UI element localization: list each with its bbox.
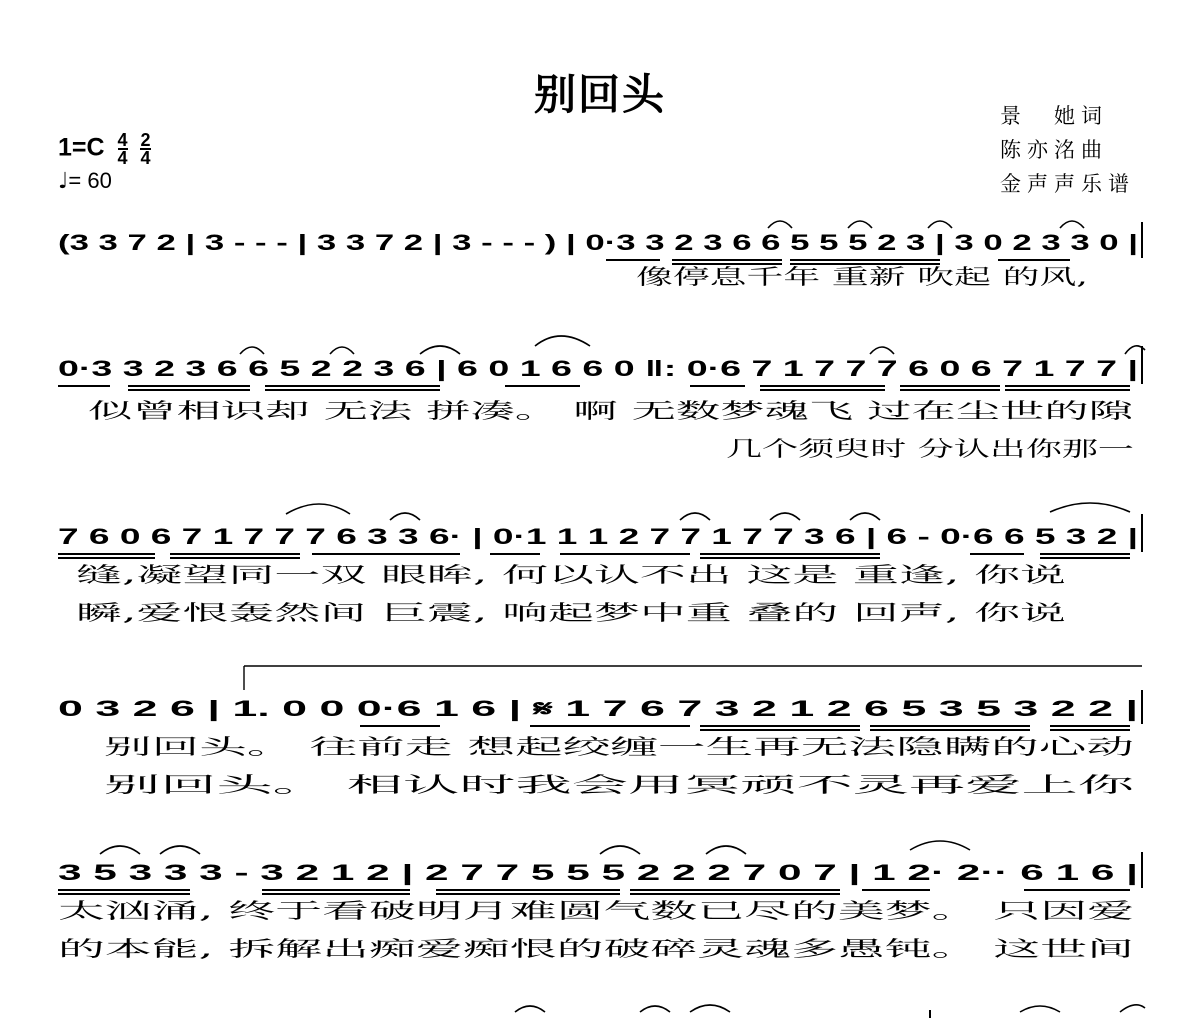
lyric-line: 太汹涌, 终于看破明月难圆气数已尽的美梦。 只因爱 — [58, 899, 1134, 923]
music-row-2 — [58, 336, 1145, 461]
tempo-value: = 60 — [68, 168, 112, 193]
notation-text: (3 3 7 2 | 3 - - - | 3 3 7 2 | 3 - - - ) | 0·3 3 2 3 6 6 5 5 5 2 3 | 3 0 2 3 3 0 | — [58, 230, 1138, 255]
lyricist-credit: 景 她词 — [1000, 104, 1108, 128]
lyric-line: 几个须臾时 分认出你那一 — [726, 437, 1134, 461]
lyric-line: 似曾相识却 无法 拼凑。 啊 无数梦魂飞 过在尘世的隙 — [88, 399, 1136, 423]
lyric-line: 瞬,爱恨轰然间 巨震, 响起梦中重 叠的 回声, 你说 — [76, 601, 1066, 625]
music-row-4 — [58, 666, 1142, 797]
music-row-5 — [58, 841, 1142, 961]
time-sig-bottom: 4 — [117, 148, 128, 168]
music-row-1 — [58, 221, 1142, 289]
quarter-note-icon: ♩ — [58, 169, 69, 194]
time-sig-top: 4 — [117, 130, 128, 150]
key-label: 1=C — [58, 133, 105, 162]
composer-credit: 陈亦洺曲 — [1000, 138, 1108, 162]
time-sig-bottom: 4 — [140, 148, 151, 168]
lyric-line: 像停息千年 重新 吹起 的风, — [636, 265, 1088, 289]
transcriber-credit: 金声声乐谱 — [1000, 172, 1135, 196]
notation-text: 0 3 2 6 | 1. 0 0 0·6 1 6 | 𝄋 1 7 6 7 3 2 1 2 6 5 3 5 3 2 2 | — [58, 696, 1138, 721]
notation-text: 0·3 3 2 3 6 6 5 2 2 3 6 | 6 0 1 6 6 0 ‖: 0·6 7 1 7 7 7 6 0 6 7 1 7 7 | — [58, 356, 1138, 381]
lyric-line: 别回头。 往前走 想起绞缠一生再无法隐瞒的心动 — [104, 735, 1134, 759]
lyric-line: 的本能, 拆解出痴爱痴恨的破碎灵魂多愚钝。 这世间 — [58, 937, 1134, 961]
notation-text: 3 5 3 3 3 - 3 2 1 2 | 2 7 7 5 5 5 2 2 2 7 0 7 | 1 2· 2·· 6 1 6 | — [58, 860, 1138, 885]
music-row-6-partial — [515, 1005, 1145, 1018]
music-row-3 — [58, 503, 1142, 625]
lyric-line: 别回头。 相认时我会用冥顽不灵再爱上你 — [104, 773, 1137, 797]
lyric-line: 缝,凝望同一双 眼眸, 何以认不出 这是 重逢, 你说 — [76, 563, 1066, 587]
notation-text: 7 6 0 6 7 1 7 7 7 6 3 3 6· | 0·1 1 1 2 7 7 1 7 7 3 6 | 6 - 0·6 6 5 3 2 | — [58, 524, 1138, 549]
time-sig-top: 2 — [140, 130, 151, 150]
song-title: 别回头 — [533, 70, 666, 119]
